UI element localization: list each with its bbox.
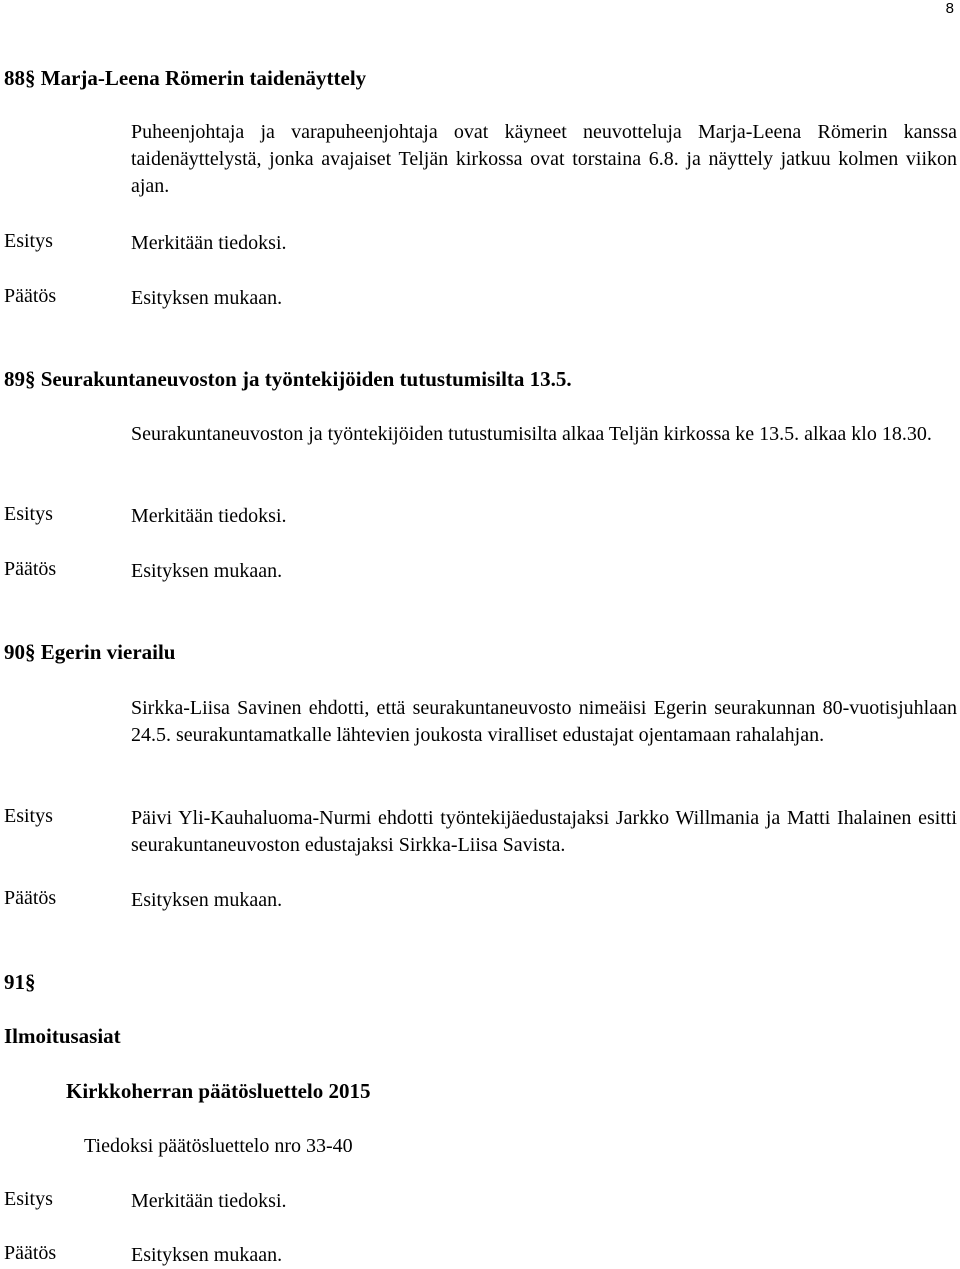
section-90-esitys-text: Päivi Yli-Kauhaluoma-Nurmi ehdotti työntekijäedustajaksi Jarkko Willmania ja Matti Ihalainen esitti seurakuntaneuvoston edustajaksi Sirkka-Liisa Savista. [131,807,957,856]
section-89-esitys-text: Merkitään tiedoksi. [131,505,287,527]
section-91-esitys-text: Merkitään tiedoksi. [131,1190,287,1212]
section-91-body: Tiedoksi päätösluettelo nro 33-40 [84,1135,353,1157]
section-91-title: Ilmoitusasiat [4,1024,121,1048]
section-88-body: Puheenjohtaja ja varapuheenjohtaja ovat käyneet neuvotteluja Marja-Leena Römerin kanssa taidenäyttelystä, jonka avajaiset Teljän kirkossa ovat torstaina 6.8. ja näyttely jatkuu kolmen viikon ajan. [131,121,957,197]
section-90-paatos-text: Esityksen mukaan. [131,889,283,911]
section-91-subheading: Kirkkoherran päätösluettelo 2015 [66,1079,371,1103]
section-91-esitys-label: Esitys [4,1188,53,1210]
section-90-paatos-label: Päätös [4,887,57,909]
section-89-body: Seurakuntaneuvoston ja työntekijöiden tutustumisilta alkaa Teljän kirkossa ke 13.5. alkaa klo 18.30. [131,423,932,445]
section-88-heading: 88§ Marja-Leena Römerin taidenäyttely [4,66,367,90]
section-90-body: Sirkka-Liisa Savinen ehdotti, että seurakuntaneuvosto nimeäisi Egerin seurakunnan 80-vuotisjuhlaan 24.5. seurakuntamatkalle lähtevien joukosta viralliset edustajat ojentamaan rahalahjan. [131,697,957,746]
section-88-paatos-text: Esityksen mukaan. [131,287,283,309]
page-number: 8 [945,0,954,17]
section-88-paatos-label: Päätös [4,285,57,307]
section-91-number: 91§ [4,970,36,994]
section-90-heading: 90§ Egerin vierailu [4,640,176,664]
section-89-paatos-label: Päätös [4,558,57,580]
section-91-paatos-label: Päätös [4,1242,57,1264]
section-89-esitys-label: Esitys [4,503,53,525]
section-88-esitys-label: Esitys [4,230,53,252]
section-90-esitys-label: Esitys [4,805,53,827]
section-89-paatos-text: Esityksen mukaan. [131,560,283,582]
section-88-esitys-text: Merkitään tiedoksi. [131,232,287,254]
section-91-paatos-text: Esityksen mukaan. [131,1244,283,1266]
section-89-heading: 89§ Seurakuntaneuvoston ja työntekijöiden tutustumisilta 13.5. [4,367,572,391]
